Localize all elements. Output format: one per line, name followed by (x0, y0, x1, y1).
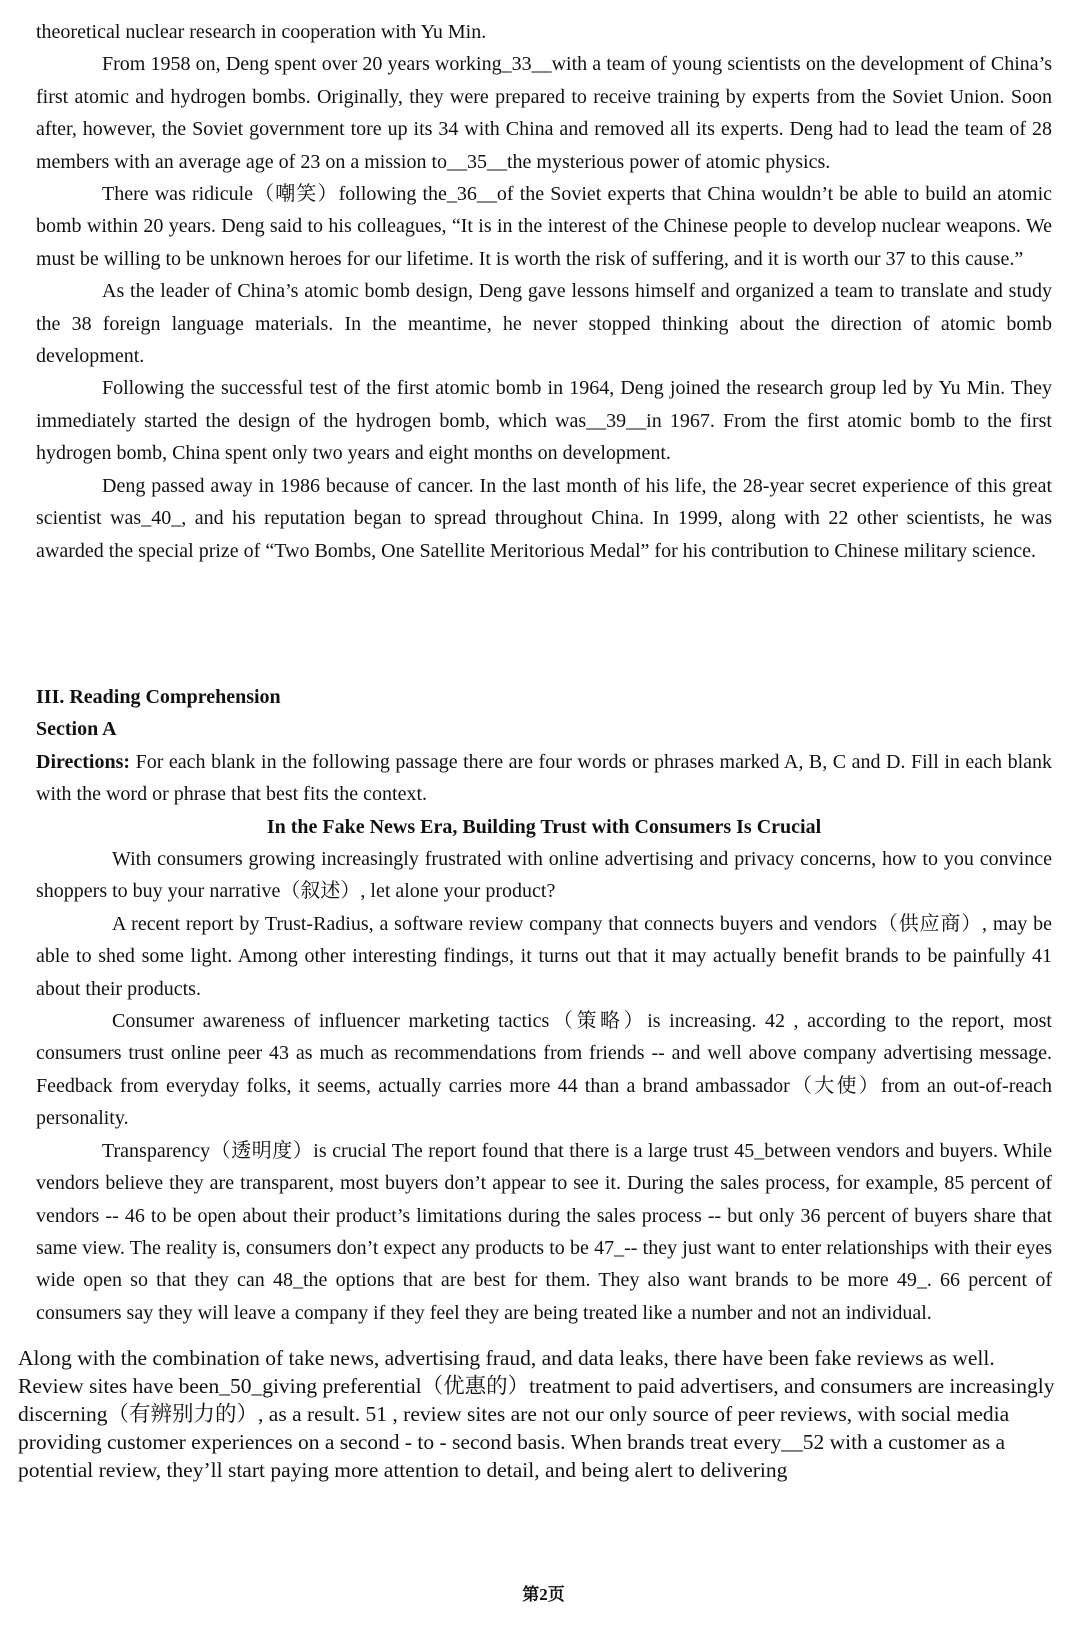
directions (36, 746, 1052, 811)
article-paragraph-4: Transparency（透明度）is crucial The report found that there is a large trust 45_between vendors and buyers. While vendors believe they are transparent, most buyers don’t appear to see it. During the sales process, for example, 85 percent of vendors -- 46 to be open about their product’s limitations during the sales process -- but only 36 percent of buyers share that same view. The reality is, consumers don’t expect any products to be 47_-- they just want to enter relationships with their eyes wide open so that they can 48_the options that are best for them. They also want brands to be more 49_. 66 percent of consumers say they will leave a company if they feel they are being treated like a number and not an individual. (36, 1139, 1052, 1324)
directions-label: Directions: (36, 750, 131, 773)
paragraph-4: Following the successful test of the first atomic bomb in 1964, Deng joined the research group led by Yu Min. They immediately started the design of the hydrogen bomb, which was__39__in 1967. From the first atomic bomb to the first hydrogen bomb, China spent only two years and eight months on development. (36, 377, 1052, 465)
section-subheading: Section A (36, 718, 117, 741)
article-title: In the Fake News Era, Building Trust with Consumers Is Crucial (266, 815, 822, 838)
directions-text: For each blank in the following passage there are four words or phrases marked A, B, C and D. Fill in each blank with the word or phrase that best fits the context. (36, 750, 1052, 806)
reading-section (36, 681, 1052, 1329)
page-number: 第2页 (522, 1585, 565, 1604)
paragraph-5: Deng passed away in 1986 because of cancer. In the last month of his life, the 28-year secret experience of this great scientist was_40_, and his reputation began to spread throughout China. In 1999, along with 22 other scientists, he was awarded the special prize of “Two Bombs, One Satellite Meritorious Medal” for his contribution to Chinese military science. (36, 474, 1052, 562)
article-paragraph-5-block (18, 1344, 1058, 1484)
paragraph-1: From 1958 on, Deng spent over 20 years working_33__with a team of young scientists on the development of China’s first atomic and hydrogen bombs. Originally, they were prepared to receive training by experts from the Soviet Union. Soon after, however, the Soviet government tore up its 34 with China and removed all its experts. Deng had to lead the team of 28 members with an average age of 23 on a mission to__35__the mysterious power of atomic physics. (36, 53, 1052, 173)
article-paragraph-3: Consumer awareness of influencer marketing tactics（策略）is increasing. 42 , according to the report, most consumers trust online peer 43 as much as recommendations from friends -- and well above company advertising message. Feedback from everyday folks, it seems, actually carries more 44 than a brand ambassador（大使）from an out-of-reach personality. (36, 1010, 1052, 1130)
paragraph-0: theoretical nuclear research in cooperation with Yu Min. (36, 21, 487, 43)
article-paragraph-2: A recent report by Trust-Radius, a software review company that connects buyers and vendors（供应商）, may be able to shed some light. Among other interesting findings, it turns out that it may actually benefit brands to be painfully 41 about their products. (36, 912, 1052, 1000)
paragraph-2: There was ridicule（嘲笑）following the_36__of the Soviet experts that China wouldn’t be able to build an atomic bomb within 20 years. Deng said to his colleagues, “It is in the interest of the Chinese people to develop nuclear weapons. We must be willing to be unknown heroes for our lifetime. It is worth the risk of suffering, and it is worth our 37 to this cause.” (36, 183, 1052, 270)
paragraph-3: As the leader of China’s atomic bomb design, Deng gave lessons himself and organized a team to translate and study the 38 foreign language materials. In the meantime, he never stopped thinking about the direction of atomic bomb development. (36, 280, 1052, 368)
article-paragraph-5: Along with the combination of take news, advertising fraud, and data leaks, there have been fake reviews as well. Review sites have been_50_giving preferential（优惠的）treatment to paid advertisers, and consumers are increasingly discerning（有辨别力的）, as a result. 51 , review sites are not our only source of peer reviews, with social media providing customer experiences on a second - to - second basis. When brands treat every__52 with a customer as a potential review, they’ll start paying more attention to detail, and being alert to delivering (18, 1346, 1055, 1482)
article-paragraph-1: With consumers growing increasingly frustrated with online advertising and privacy concerns, how to you convince shoppers to buy your narrative（叙述）, let alone your product? (36, 848, 1052, 903)
section-heading: III. Reading Comprehension (36, 686, 281, 708)
passage-top (36, 16, 1052, 567)
